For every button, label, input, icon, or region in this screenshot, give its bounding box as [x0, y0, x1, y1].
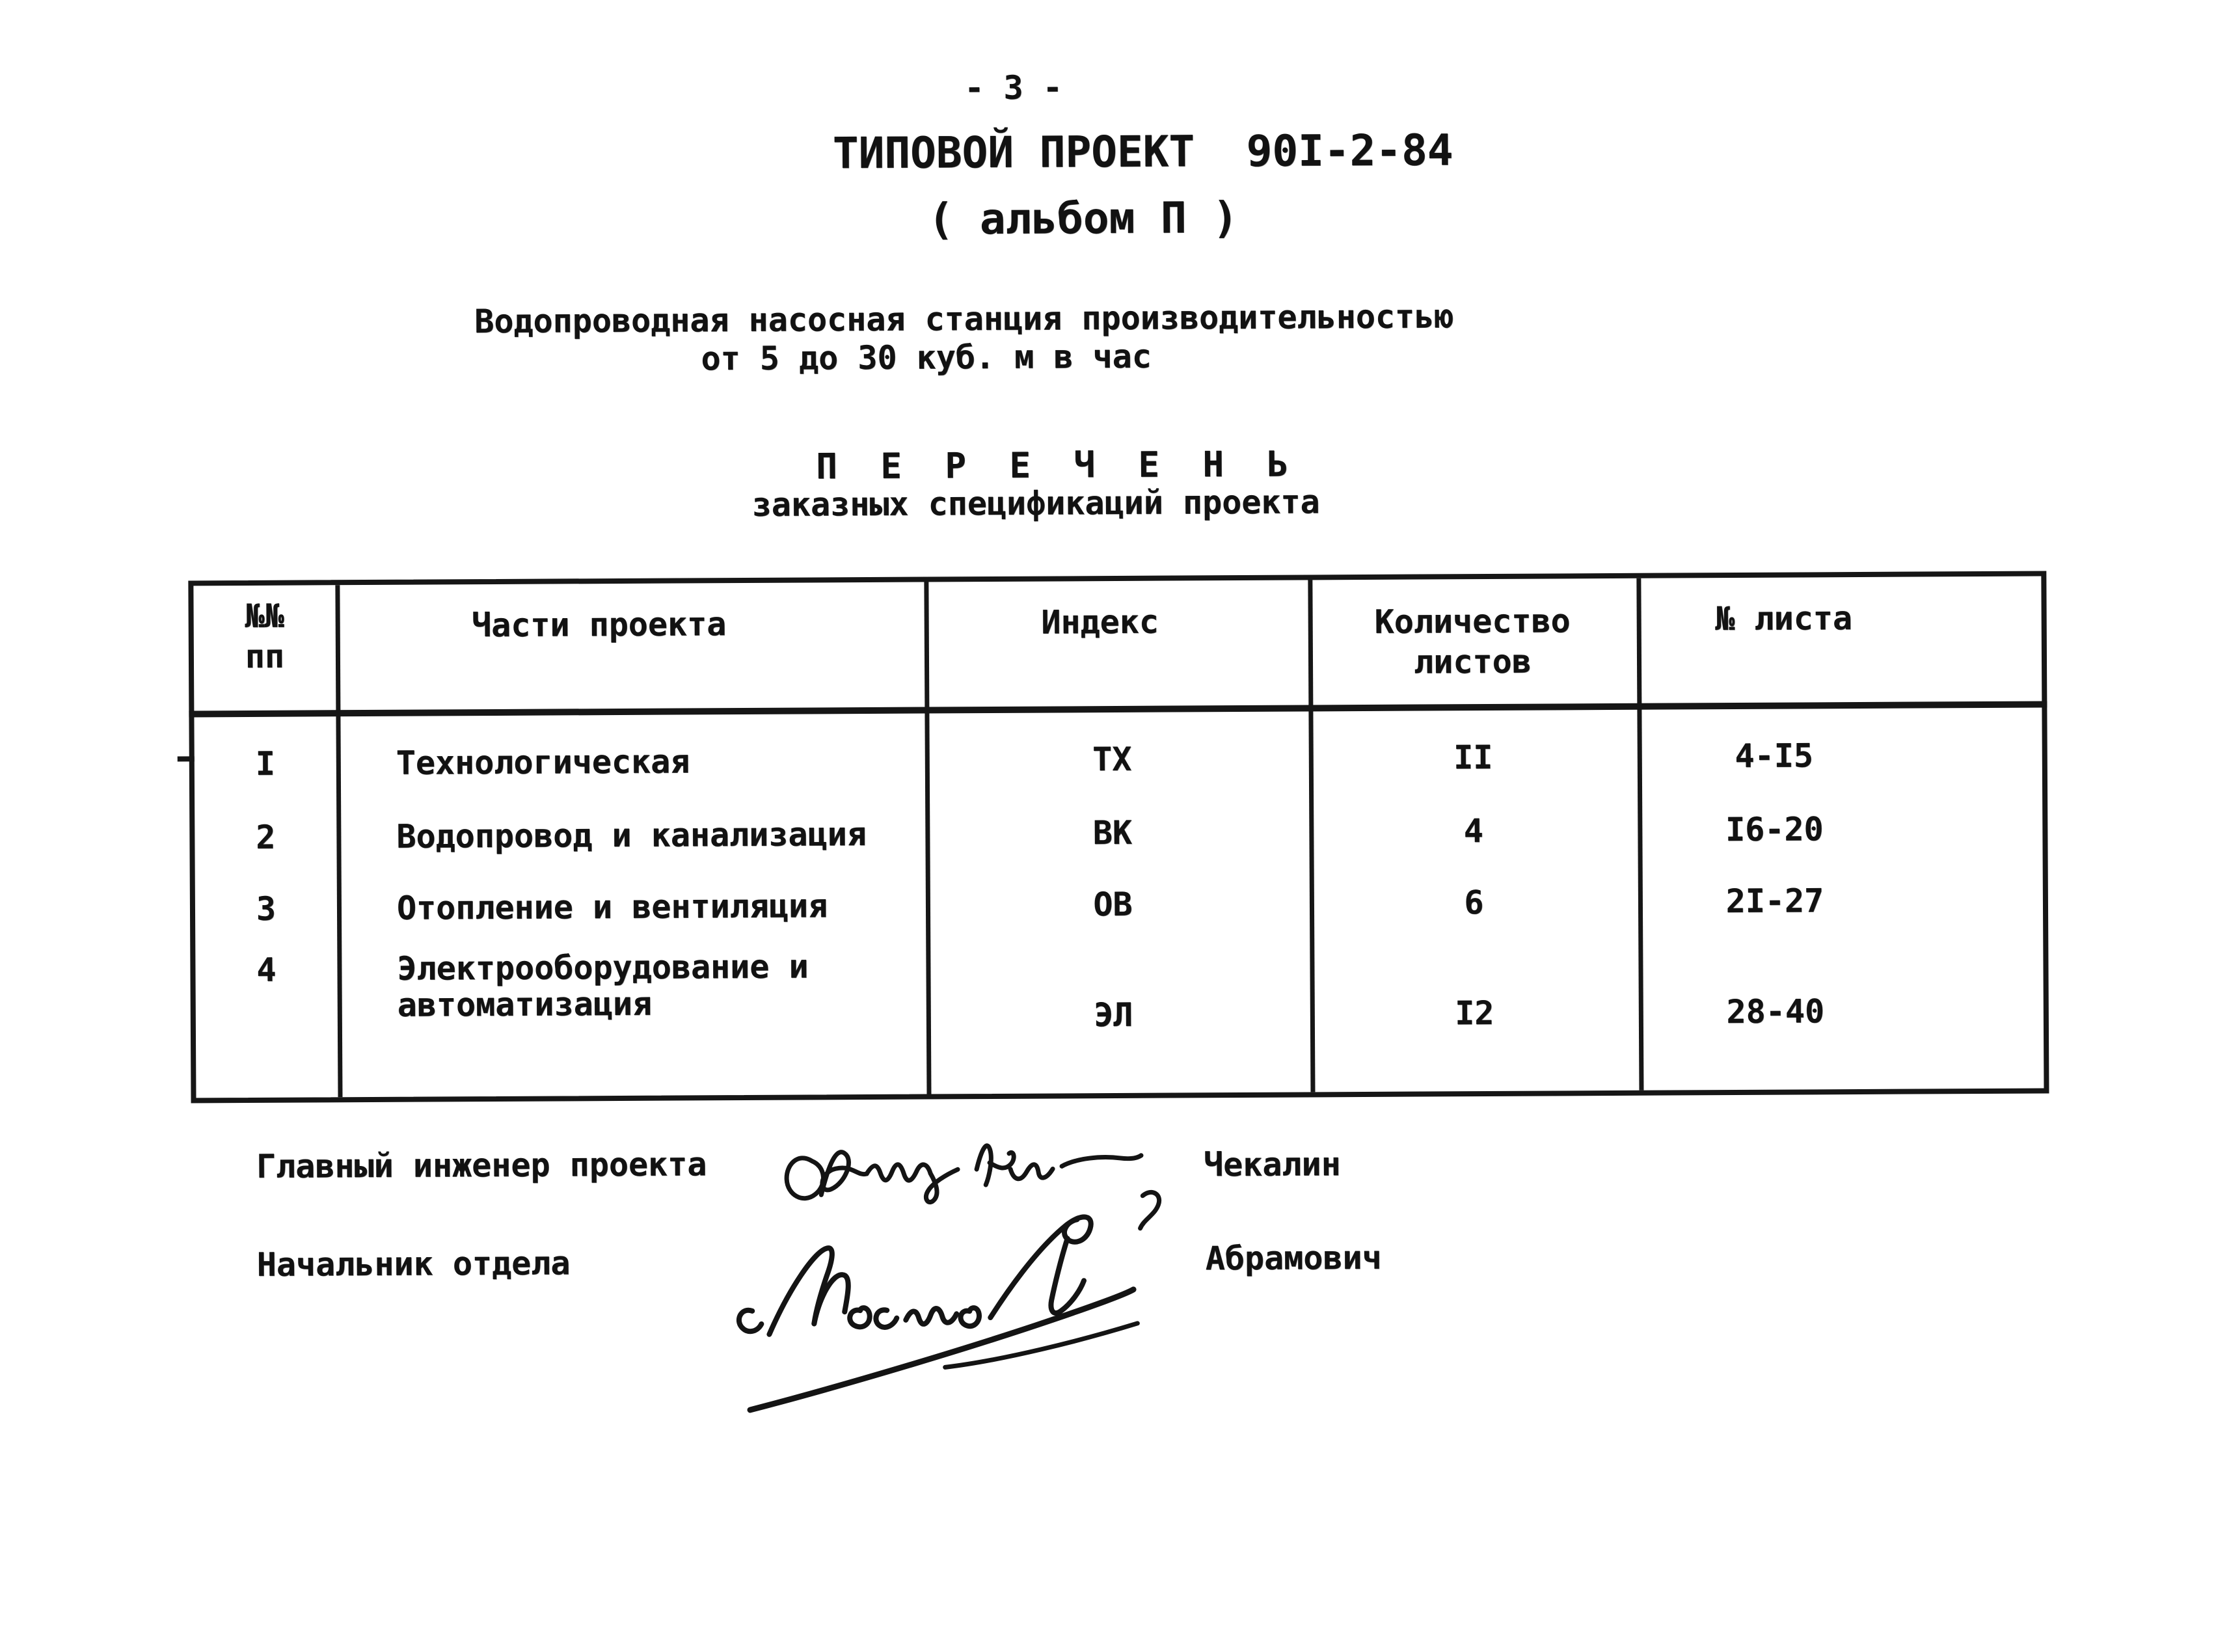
- signature-role-1: Главный инженер проекта: [256, 1145, 707, 1185]
- row-sheets: 6: [1464, 884, 1484, 922]
- row-part: Технологическая: [396, 742, 690, 782]
- col-header-sheets: Количество листов: [1374, 602, 1571, 681]
- signature-name-1: Чекалин: [1203, 1145, 1341, 1184]
- page-number: - 3 -: [964, 68, 1063, 107]
- abramovich-signature: [728, 1211, 1185, 1422]
- document-title: ТИПОВОЙ ПРОЕКТ 90I-2-84: [832, 125, 1453, 179]
- col-header-part: Части проекта: [471, 605, 727, 645]
- signature-role-2: Начальник отдела: [256, 1244, 571, 1284]
- row-num: 4: [256, 951, 277, 989]
- col-header-sheet-no: № листа: [1715, 599, 1853, 638]
- specifications-table: [188, 571, 2049, 1103]
- signature-name-2: Абрамович: [1205, 1238, 1382, 1278]
- row-index: ОВ: [1093, 885, 1133, 924]
- list-heading: П Е Р Е Ч Е Н Ь: [816, 443, 1300, 487]
- list-subheading: заказных спецификаций проекта: [751, 483, 1320, 524]
- row-index: ЭЛ: [1094, 995, 1133, 1035]
- row-index: ТХ: [1092, 740, 1132, 779]
- row-sheet-no: I6-20: [1725, 810, 1824, 849]
- row-index: ВК: [1092, 813, 1133, 852]
- row-sheets: I2: [1455, 994, 1494, 1033]
- row-part: Водопровод и канализация: [396, 815, 867, 856]
- row-num: 3: [256, 889, 277, 928]
- col-header-num: №№ пп: [245, 597, 285, 675]
- row-sheet-no: 4-I5: [1735, 737, 1814, 776]
- row-num: 2: [256, 818, 276, 856]
- row-sheet-no: 28-40: [1726, 992, 1825, 1031]
- row-sheet-no: 2I-27: [1725, 882, 1824, 921]
- table-header-separator: [189, 701, 2047, 717]
- row-part: Электрооборудование и автоматизация: [397, 947, 809, 1024]
- row-num: I: [255, 744, 276, 783]
- col-header-index: Индекс: [1041, 603, 1159, 642]
- row-part: Отопление и вентиляция: [396, 887, 828, 927]
- row-sheets: 4: [1463, 812, 1484, 850]
- subtitle-line-1: Водопроводная насосная станция производительностью: [474, 297, 1454, 341]
- album-subtitle: ( альбом П ): [928, 192, 1239, 245]
- row-sheets: II: [1453, 738, 1493, 777]
- subtitle-line-2: от 5 до 30 куб. м в час: [701, 337, 1152, 378]
- scan-artifact-tick: [178, 756, 195, 761]
